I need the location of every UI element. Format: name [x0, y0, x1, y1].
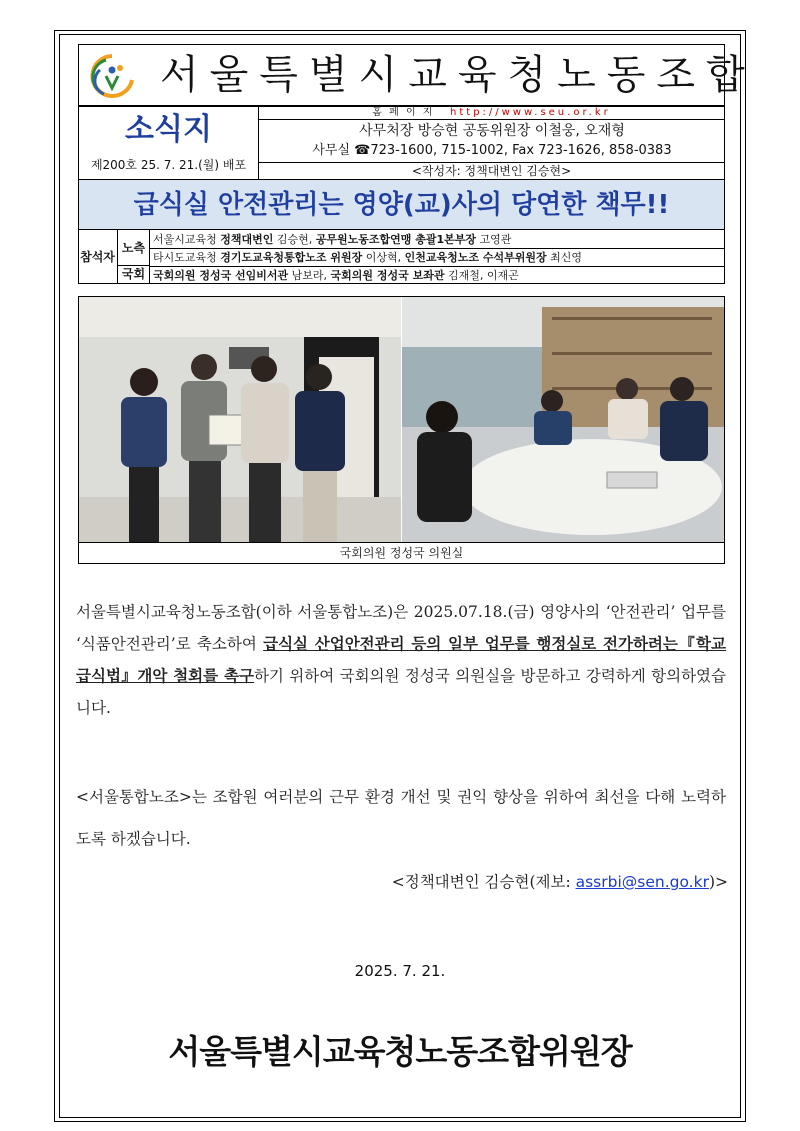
photo-frame [78, 296, 725, 564]
body-paragraph-1: 서울특별시교육청노동조합(이하 서울통합노조)은 2025.07.18.(금) 영양사의 ‘안전관리’ 업무를 ‘식품안전관리’로 축소하여 급식실 산업안전관리 등의 일부 업무를 행정실로 전가하려는『학교급식법』개악 철회를 촉구하기 위하여 국회의원 정성국 의원실을 방문하고 강력하게 항의하였습니다. [76, 603, 726, 717]
union-logo-icon [86, 50, 138, 102]
signature-line: <정책대변인 김승현(제보: assrbi@sen.go.kr)> [391, 873, 728, 891]
attendee-row: 서울시교육청 정책대변인 김승현, 공무원노동조합연맹 총괄1본부장 고영관 [153, 233, 512, 246]
newsletter-label: 소식지 [125, 112, 212, 147]
writer-line: <작성자: 정책대변인 김승현> [259, 163, 725, 180]
assembly-label: 국회 [118, 266, 150, 284]
homepage-label: 홈 페 이 지 [372, 107, 435, 118]
attendee-row: 국회의원 정성국 선임비서관 남보라, 국회의원 정성국 보좌관 김재철, 이재곤 [153, 269, 519, 282]
union-title: 서울특별시교육청노동조합 [160, 52, 756, 98]
attendees-label: 참석자 [78, 230, 118, 284]
headline: 급식실 안전관리는 영양(교)사의 당연한 책무!! [78, 180, 725, 230]
homepage-row [259, 106, 725, 120]
issue-date: 2025. 7. 21. [354, 962, 446, 980]
signoff: 서울특별시교육청노동조합위원장 [168, 1032, 632, 1071]
photo-caption: 국회의원 정성국 의원실 [78, 542, 725, 564]
issue-line: 제200호 25. 7. 21.(월) 배포 [90, 158, 247, 172]
attendee-row: 타시도교육청 경기도교육청통합노조 위원장 이상혁, 인천교육청노조 수석부위원장 최신영 [153, 251, 582, 264]
photo-meeting-room [402, 297, 724, 543]
email-link[interactable]: assrbi@sen.go.kr [575, 873, 709, 891]
contact-line: 사무실 ☎723-1600, 715-1002, Fax 723-1626, 858-0383 [312, 143, 672, 158]
officers-line: 사무처장 방승현 공동위원장 이철웅, 오재형 [359, 123, 625, 139]
labor-side-label: 노측 [118, 230, 150, 266]
homepage-url[interactable]: http://www.seu.or.kr [450, 107, 611, 118]
photo-group-standing [79, 297, 401, 543]
body-paragraph-2: <서울통합노조>는 조합원 여러분의 근무 환경 개선 및 권익 향상을 위하여 최선을 다해 노력하도록 하겠습니다. [76, 788, 726, 848]
